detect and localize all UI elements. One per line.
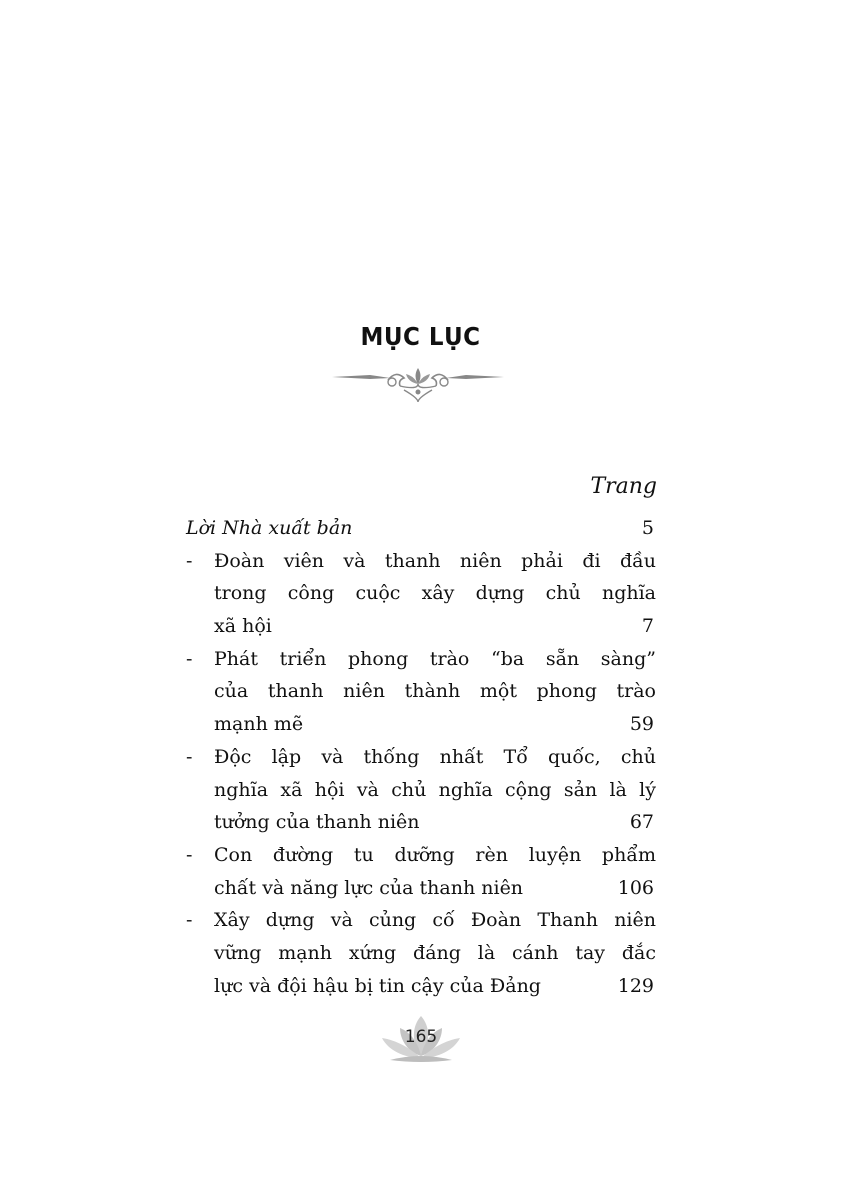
toc-line <box>186 839 656 872</box>
toc-bullet-dash: - <box>186 549 193 572</box>
toc-line <box>186 872 656 905</box>
toc-entry-intro[interactable] <box>186 512 656 545</box>
toc-entry[interactable] <box>186 545 656 643</box>
toc-entry-text: vững mạnh xứng đáng là cánh tay đắc <box>214 941 656 964</box>
toc-entry[interactable] <box>186 643 656 741</box>
toc-entry-text: nghĩa xã hội và chủ nghĩa cộng sản là lý <box>214 778 656 801</box>
page-column-label: Trang <box>590 474 657 499</box>
toc-line <box>186 970 656 1003</box>
toc-line <box>186 708 656 741</box>
toc-bullet-dash: - <box>186 909 193 932</box>
table-of-contents <box>186 512 656 1002</box>
toc-page-number: 59 <box>629 713 654 736</box>
toc-line <box>186 904 656 937</box>
toc-page-number: 129 <box>617 974 654 997</box>
toc-bullet-dash: - <box>186 647 193 670</box>
toc-entry-title: Lời Nhà xuất bản <box>186 517 353 539</box>
toc-line <box>186 937 656 970</box>
toc-line <box>186 741 656 774</box>
page-number: 165 <box>404 1027 438 1047</box>
toc-bullet-dash: - <box>186 843 193 866</box>
toc-page-number: 5 <box>641 517 654 539</box>
toc-entry[interactable] <box>186 904 656 1002</box>
toc-title: MỤC LỤC <box>360 322 481 351</box>
toc-line <box>186 577 656 610</box>
toc-entry-text: Con đường tu dưỡng rèn luyện phẩm <box>214 843 656 866</box>
toc-entry-text: Phát triển phong trào “ba sẵn sàng” <box>214 647 656 670</box>
toc-entry-text: của thanh niên thành một phong trào <box>214 680 656 703</box>
toc-line <box>186 774 656 807</box>
toc-entry-text: chất và năng lực của thanh niên <box>214 876 524 899</box>
flourish-ornament-icon <box>330 366 506 404</box>
toc-line <box>186 545 656 578</box>
toc-entry-text: xã hội <box>214 615 272 638</box>
toc-entry-text: Độc lập và thống nhất Tổ quốc, chủ <box>214 745 656 768</box>
toc-entry-text: Xây dựng và củng cố Đoàn Thanh niên <box>214 909 656 932</box>
toc-entry-text: mạnh mẽ <box>214 713 304 736</box>
toc-entry-text: tưởng của thanh niên <box>214 811 420 834</box>
toc-page-number: 106 <box>617 876 654 899</box>
toc-entry-text: Đoàn viên và thanh niên phải đi đầu <box>214 549 656 572</box>
toc-entry[interactable] <box>186 839 656 904</box>
toc-line <box>186 806 656 839</box>
toc-entry-text: lực và đội hậu bị tin cậy của Đảng <box>214 974 541 997</box>
toc-page-number: 7 <box>641 615 654 638</box>
toc-page-number: 67 <box>629 811 654 834</box>
toc-line <box>186 643 656 676</box>
toc-bullet-dash: - <box>186 745 193 768</box>
toc-line <box>186 610 656 643</box>
toc-line <box>186 675 656 708</box>
toc-entry-text: trong công cuộc xây dựng chủ nghĩa <box>214 582 656 605</box>
toc-line <box>186 512 656 545</box>
toc-entry[interactable] <box>186 741 656 839</box>
